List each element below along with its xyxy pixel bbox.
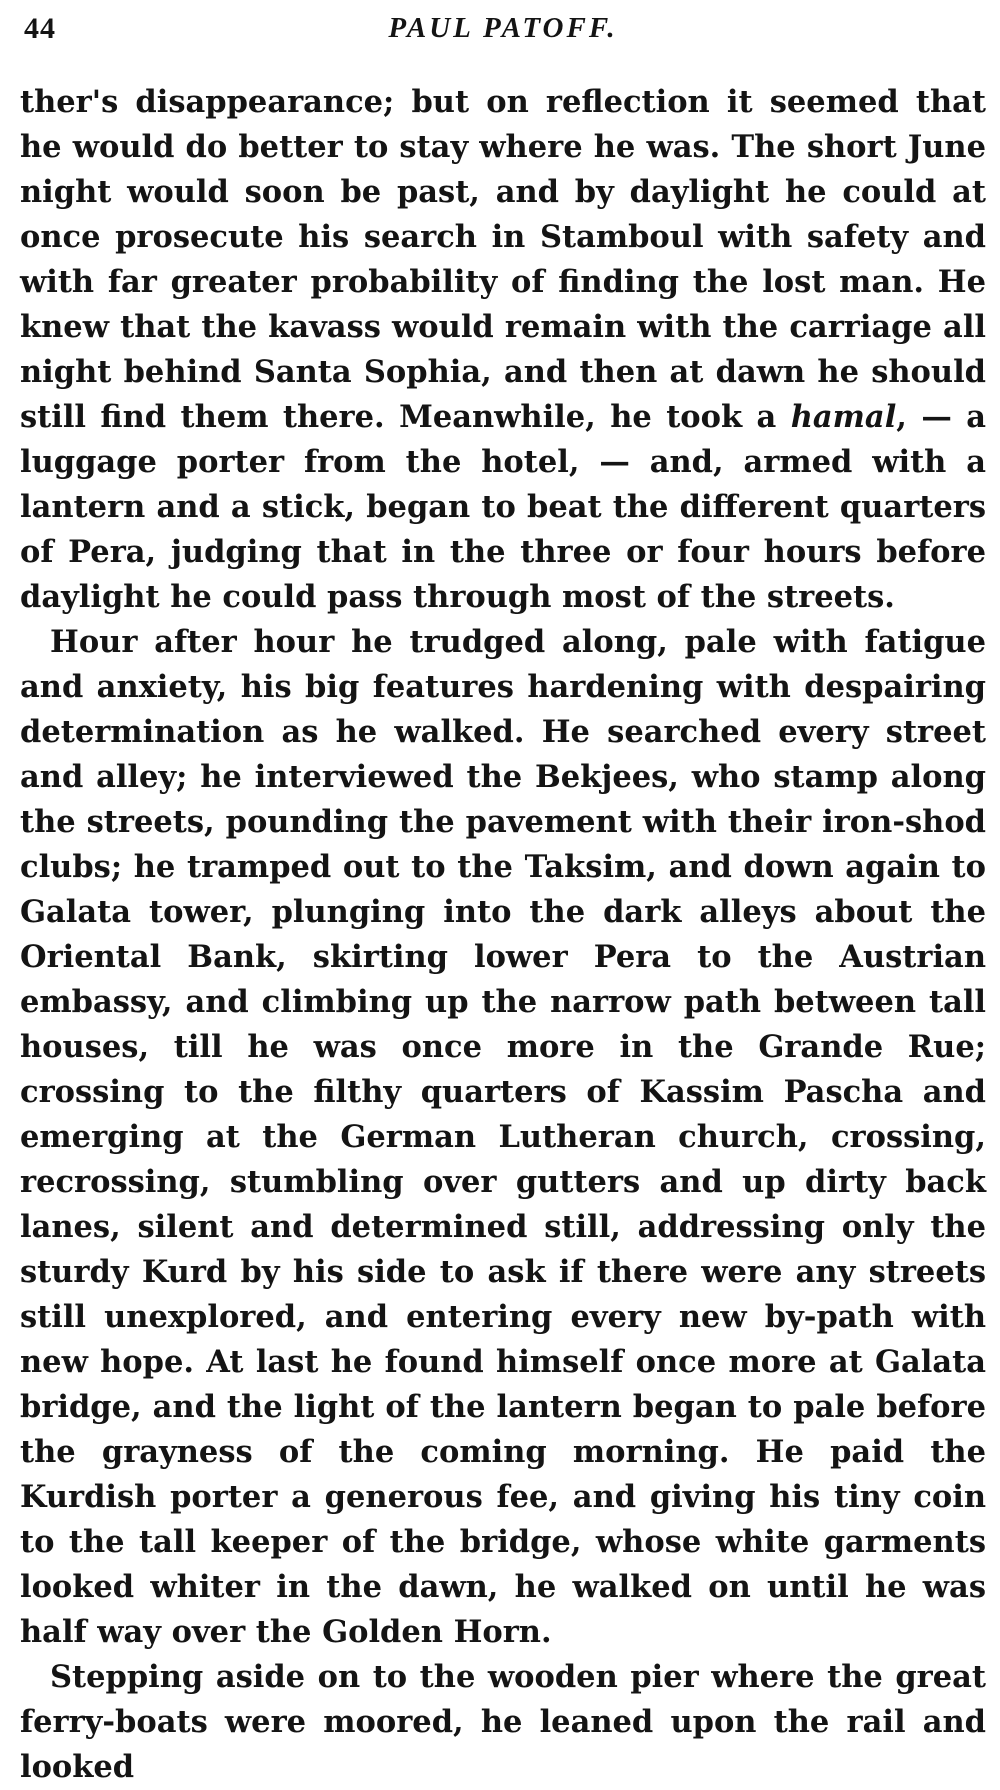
paragraph-1 xyxy=(20,80,986,620)
paragraph-1-text-part-2: , — a luggage porter from the hotel, — and, armed with a lantern and a stick, began to beat the different quarters of Pera, judging that in the three or four hours before daylight he could pass through most of the streets. xyxy=(20,399,986,615)
running-title: PAUL PATOFF. xyxy=(388,12,618,44)
page-number: 44 xyxy=(24,12,56,45)
paragraph-1-italic-word: hamal xyxy=(790,399,897,435)
body-text xyxy=(20,80,986,1790)
paragraph-1-text-part-1: ther's disappearance; but on reflection it seemed that he would do better to stay where he was. The short June night would soon be past, and by daylight he could at once prosecute his search in Stamboul with safety and with far greater probability of finding the lost man. He knew that the kavass would remain with the carriage all night behind Santa Sophia, and then at dawn he should still find them there. Meanwhile, he took a xyxy=(20,84,986,435)
paragraph-3: Stepping aside on to the wooden pier where the great ferry-boats were moored, he leaned upon the rail and looked xyxy=(20,1659,986,1785)
paragraph-2: Hour after hour he trudged along, pale with fatigue and anxiety, his big features hardening with despairing determination as he walked. He searched every street and alley; he interviewed the Bekjees, who stamp along the streets, pounding the pavement with their iron-shod clubs; he tramped out to the Taksim, and down again to Galata tower, plunging into the dark alleys about the Oriental Bank, skirting lower Pera to the Austrian embassy, and climbing up the narrow path between tall houses, till he was once more in the Grande Rue; crossing to the filthy quarters of Kassim Pascha and emerging at the German Lutheran church, crossing, recrossing, stumbling over gutters and up dirty back lanes, silent and determined still, addressing only the sturdy Kurd by his side to ask if there were any streets still unexplored, and entering every new by-path with new hope. At last he found himself once more at Galata bridge, and the light of the lantern began to pale before the grayness of the coming morning. He paid the Kurdish porter a generous fee, and giving his tiny coin to the tall keeper of the bridge, whose white garments looked whiter in the dawn, he walked on until he was half way over the Golden Horn. xyxy=(20,624,986,1650)
running-head xyxy=(20,10,986,58)
book-page xyxy=(20,10,986,1790)
